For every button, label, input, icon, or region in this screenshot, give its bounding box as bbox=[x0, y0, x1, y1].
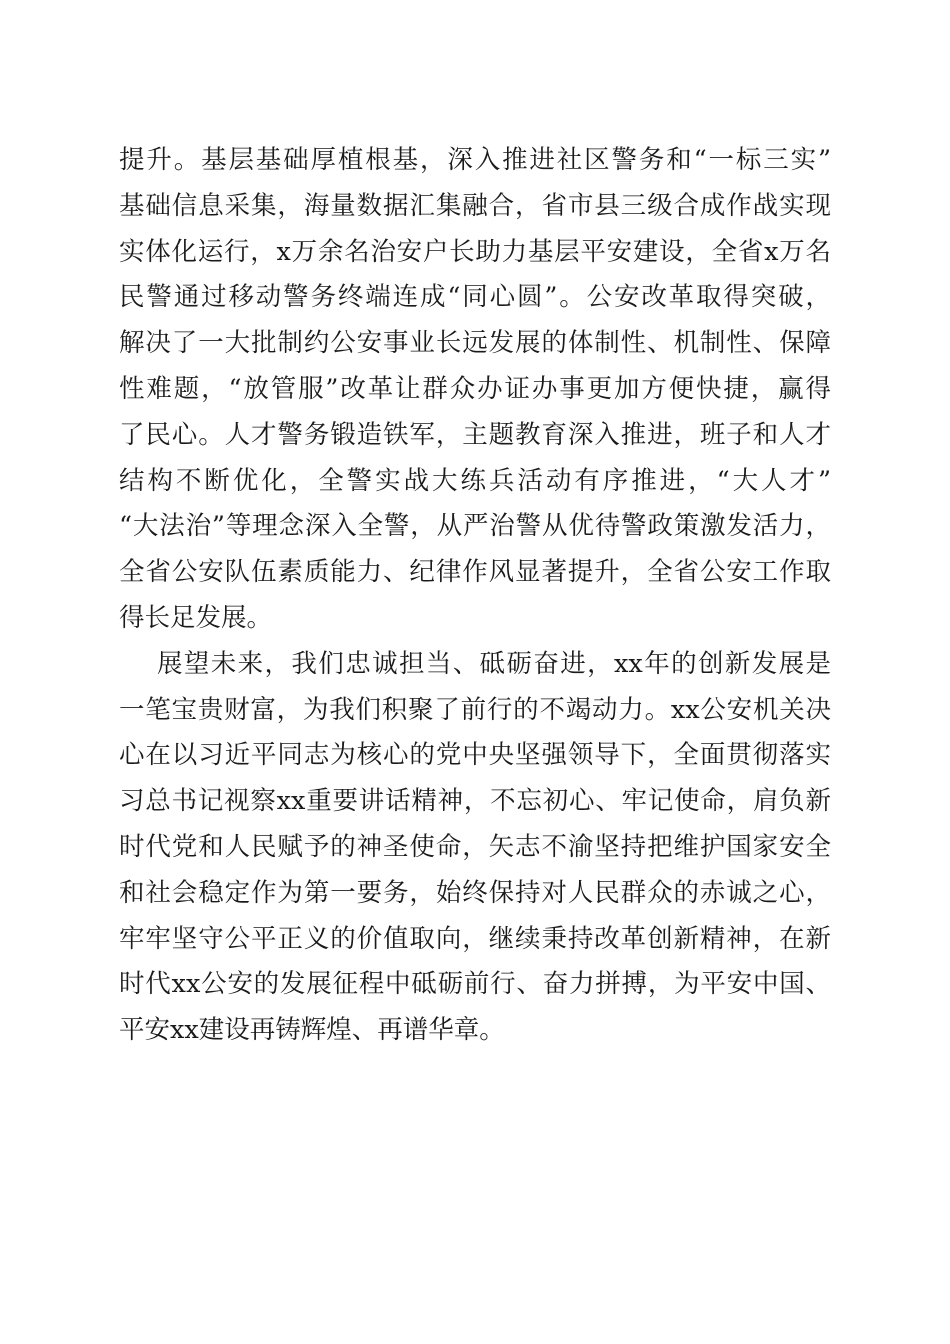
text-line: 时代xx公安的发展征程中砥砺前行、奋力拼搏，为平安中国、 bbox=[119, 969, 831, 1000]
paragraph-1 bbox=[119, 138, 831, 642]
text-line: 平安xx建设再铸辉煌、再谱华章。 bbox=[119, 1015, 505, 1046]
text-line: 和社会稳定作为第一要务，始终保持对人民群众的赤诚之心， bbox=[119, 877, 831, 908]
text-line: 提升。基层基础厚植根基，深入推进社区警务和“一标三实” bbox=[119, 145, 831, 175]
text-line: 性难题，“放管服”改革让群众办证办事更加方便快捷，赢得 bbox=[119, 373, 831, 404]
text-line: 了民心。人才警务锻造铁军，主题教育深入推进，班子和人才 bbox=[119, 419, 831, 450]
text-line: 习总书记视察xx重要讲话精神，不忘初心、牢记使命，肩负新 bbox=[119, 786, 831, 817]
text-line: “大法治”等理念深入全警，从严治警从优待警政策激发活力， bbox=[119, 511, 831, 542]
text-line: 时代党和人民赋予的神圣使命，矢志不渝坚持把维护国家安全 bbox=[119, 831, 831, 862]
text-line: 民警通过移动警务终端连成“同心圆”。公安改革取得突破， bbox=[119, 282, 831, 313]
text-line: 结构不断优化，全警实战大练兵活动有序推进，“大人才” bbox=[119, 465, 831, 496]
text-line: 得长足发展。 bbox=[119, 602, 273, 633]
body-text bbox=[119, 138, 831, 1054]
text-line: 全省公安队伍素质能力、纪律作风显著提升，全省公安工作取 bbox=[119, 557, 831, 588]
text-line: 一笔宝贵财富，为我们积聚了前行的不竭动力。xx公安机关决 bbox=[119, 694, 831, 725]
text-line: 牢牢坚守公平正义的价值取向，继续秉持改革创新精神，在新 bbox=[119, 923, 831, 954]
text-line: 心在以习近平同志为核心的党中央坚强领导下，全面贯彻落实 bbox=[119, 740, 831, 771]
paragraph-2 bbox=[119, 642, 831, 1054]
text-line: 解决了一大批制约公安事业长远发展的体制性、机制性、保障 bbox=[119, 328, 831, 359]
text-line: 基础信息采集，海量数据汇集融合，省市县三级合成作战实现 bbox=[119, 190, 831, 221]
text-line: 展望未来，我们忠诚担当、砥砺奋进，xx年的创新发展是 bbox=[157, 648, 831, 679]
text-line: 实体化运行，x万余名治安户长助力基层平安建设，全省x万名 bbox=[119, 236, 831, 267]
